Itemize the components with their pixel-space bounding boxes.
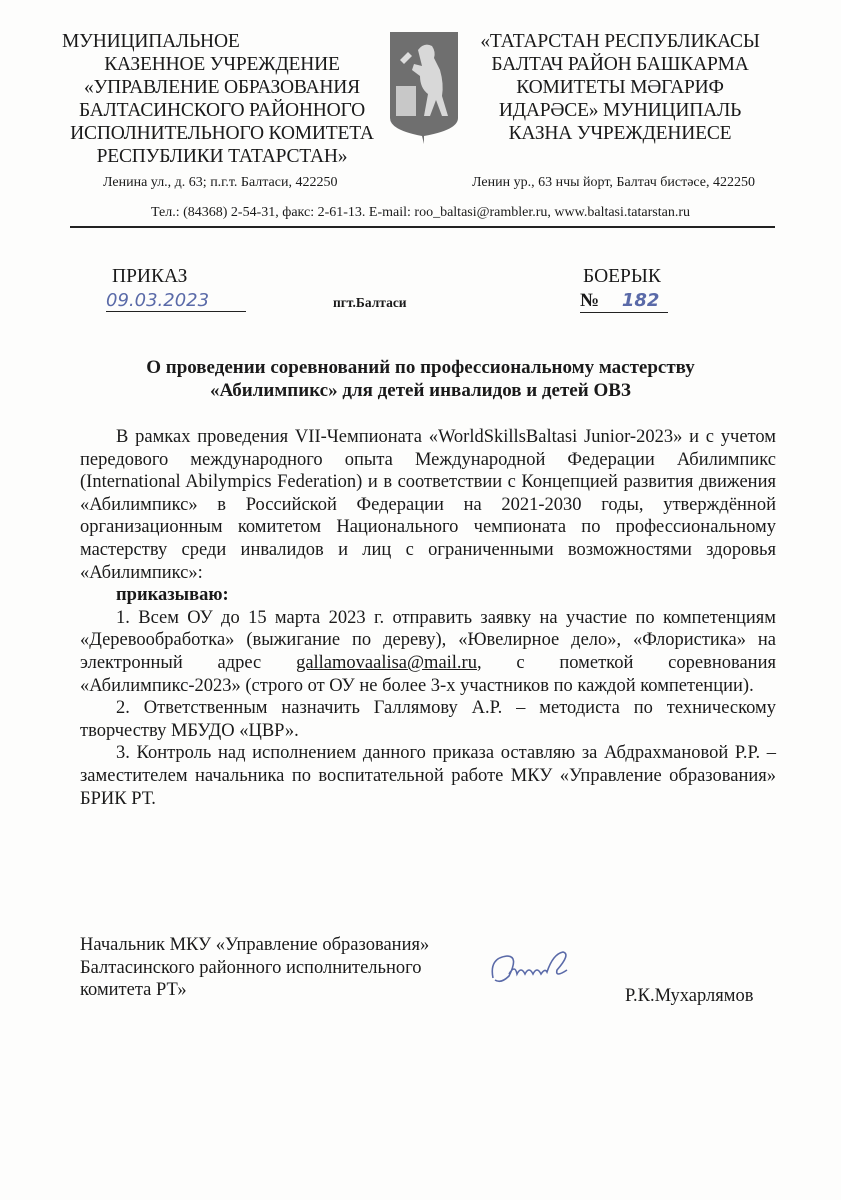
header-line: РЕСПУБЛИКИ ТАТАРСТАН» — [96, 146, 348, 167]
document-body — [80, 426, 776, 810]
header-line: ИСПОЛНИТЕЛЬНОГО КОМИТЕТА — [70, 123, 374, 144]
signature-line: Балтасинского районного исполнительного — [80, 957, 422, 978]
title-line: «Абилимпикс» для детей инвалидов и детей ОВЗ — [210, 380, 631, 401]
document-title — [0, 356, 841, 402]
signatory-name: Р.К.Мухарлямов — [625, 986, 754, 1006]
coat-of-arms-emblem — [388, 30, 460, 145]
address-left: Ленина ул., д. 63; п.г.т. Балтаси, 422250 — [103, 175, 338, 190]
header-line: КАЗНА УЧРЕЖДЕНИЕСЕ — [508, 123, 732, 144]
signature-line: Начальник МКУ «Управление образования» — [80, 935, 430, 955]
signature-line: комитета РТ» — [80, 980, 187, 1001]
number-sign: № — [580, 290, 600, 311]
item-2: 2. Ответственным назначить Галлямову А.Р. – методиста по техническому творчеству МБУДО «ЦВР». — [80, 698, 776, 741]
order-date: 09.03.2023 — [106, 290, 246, 312]
header-line: «УПРАВЛЕНИЕ ОБРАЗОВАНИЯ — [84, 77, 360, 98]
signature-block — [80, 934, 429, 1002]
order-place: пгт.Балтаси — [333, 295, 407, 310]
header-line: КОМИТЕТЫ МӘГАРИФ — [516, 77, 724, 98]
order-label-ru: ПРИКАЗ — [112, 266, 188, 287]
order-number-field — [580, 290, 668, 313]
address-right: Ленин ур., 63 нчы йорт, Балтач бистәсе, 422250 — [472, 175, 756, 190]
order-label-tt: БОЕРЫК — [583, 266, 661, 287]
item-1-text: 1. Всем ОУ до 15 марта 2023 г. отправить заявку на участие по компетенциям «Деревообработка» (выжигание по дереву), «Ювелирное дело», «Флористика» на электронный адрес — [80, 607, 776, 673]
order-word: приказываю: — [116, 585, 229, 606]
order-number: 182 — [621, 290, 660, 311]
intro-paragraph: В рамках проведения VII-Чемпионата «WorldSkillsBaltasi Junior-2023» и с учетом передового международного опыта Международной Федерации Абилимпикс (International Abilympics Federation) и в соответствии с Концепцией развития движения «Абилимпикс» в Российской Федерации на 2021-2030 годы, утверждённой организационным комитетом Национального чемпионата по профессиональному мастерству среди инвалидов и лиц с ограниченными возможностями здоровья «Абилимпикс»: — [80, 427, 776, 583]
header-line: МУНИЦИПАЛЬНОЕ — [62, 31, 240, 52]
item-3: 3. Контроль над исполнением данного приказа оставляю за Абдрахмановой Р.Р. – заместителем начальника по воспитательной работе МКУ «Управление образования» БРИК РТ. — [80, 743, 776, 809]
header-line: БАЛТАЧ РАЙОН БАШКАРМА — [491, 54, 749, 75]
item-1 — [80, 607, 776, 697]
header-right-tt — [470, 30, 770, 145]
handwritten-signature — [485, 948, 595, 993]
header-left-ru — [62, 30, 382, 168]
title-line: О проведении соревнований по профессиональному мастерству — [146, 357, 695, 378]
header-line: ИДАРӘСЕ» МУНИЦИПАЛЬ — [498, 100, 742, 121]
email-link[interactable]: gallamovaalisa@mail.ru — [296, 652, 477, 673]
header-line: КАЗЕННОЕ УЧРЕЖДЕНИЕ — [104, 54, 340, 75]
contacts-line: Тел.: (84368) 2-54-31, факс: 2-61-13. E-mail: roo_baltasi@rambler.ru, www.baltasi.tatarstan.ru — [151, 205, 690, 220]
item-1-text-end: , с пометкой соревнования «Абилимпикс-2023» (строго от ОУ не более 3-х участников по каждой компетенции). — [80, 652, 776, 696]
header-line: БАЛТАСИНСКОГО РАЙОННОГО — [79, 100, 365, 121]
header-divider — [70, 226, 775, 228]
header-line: «ТАТАРСТАН РЕСПУБЛИКАСЫ — [480, 31, 760, 52]
